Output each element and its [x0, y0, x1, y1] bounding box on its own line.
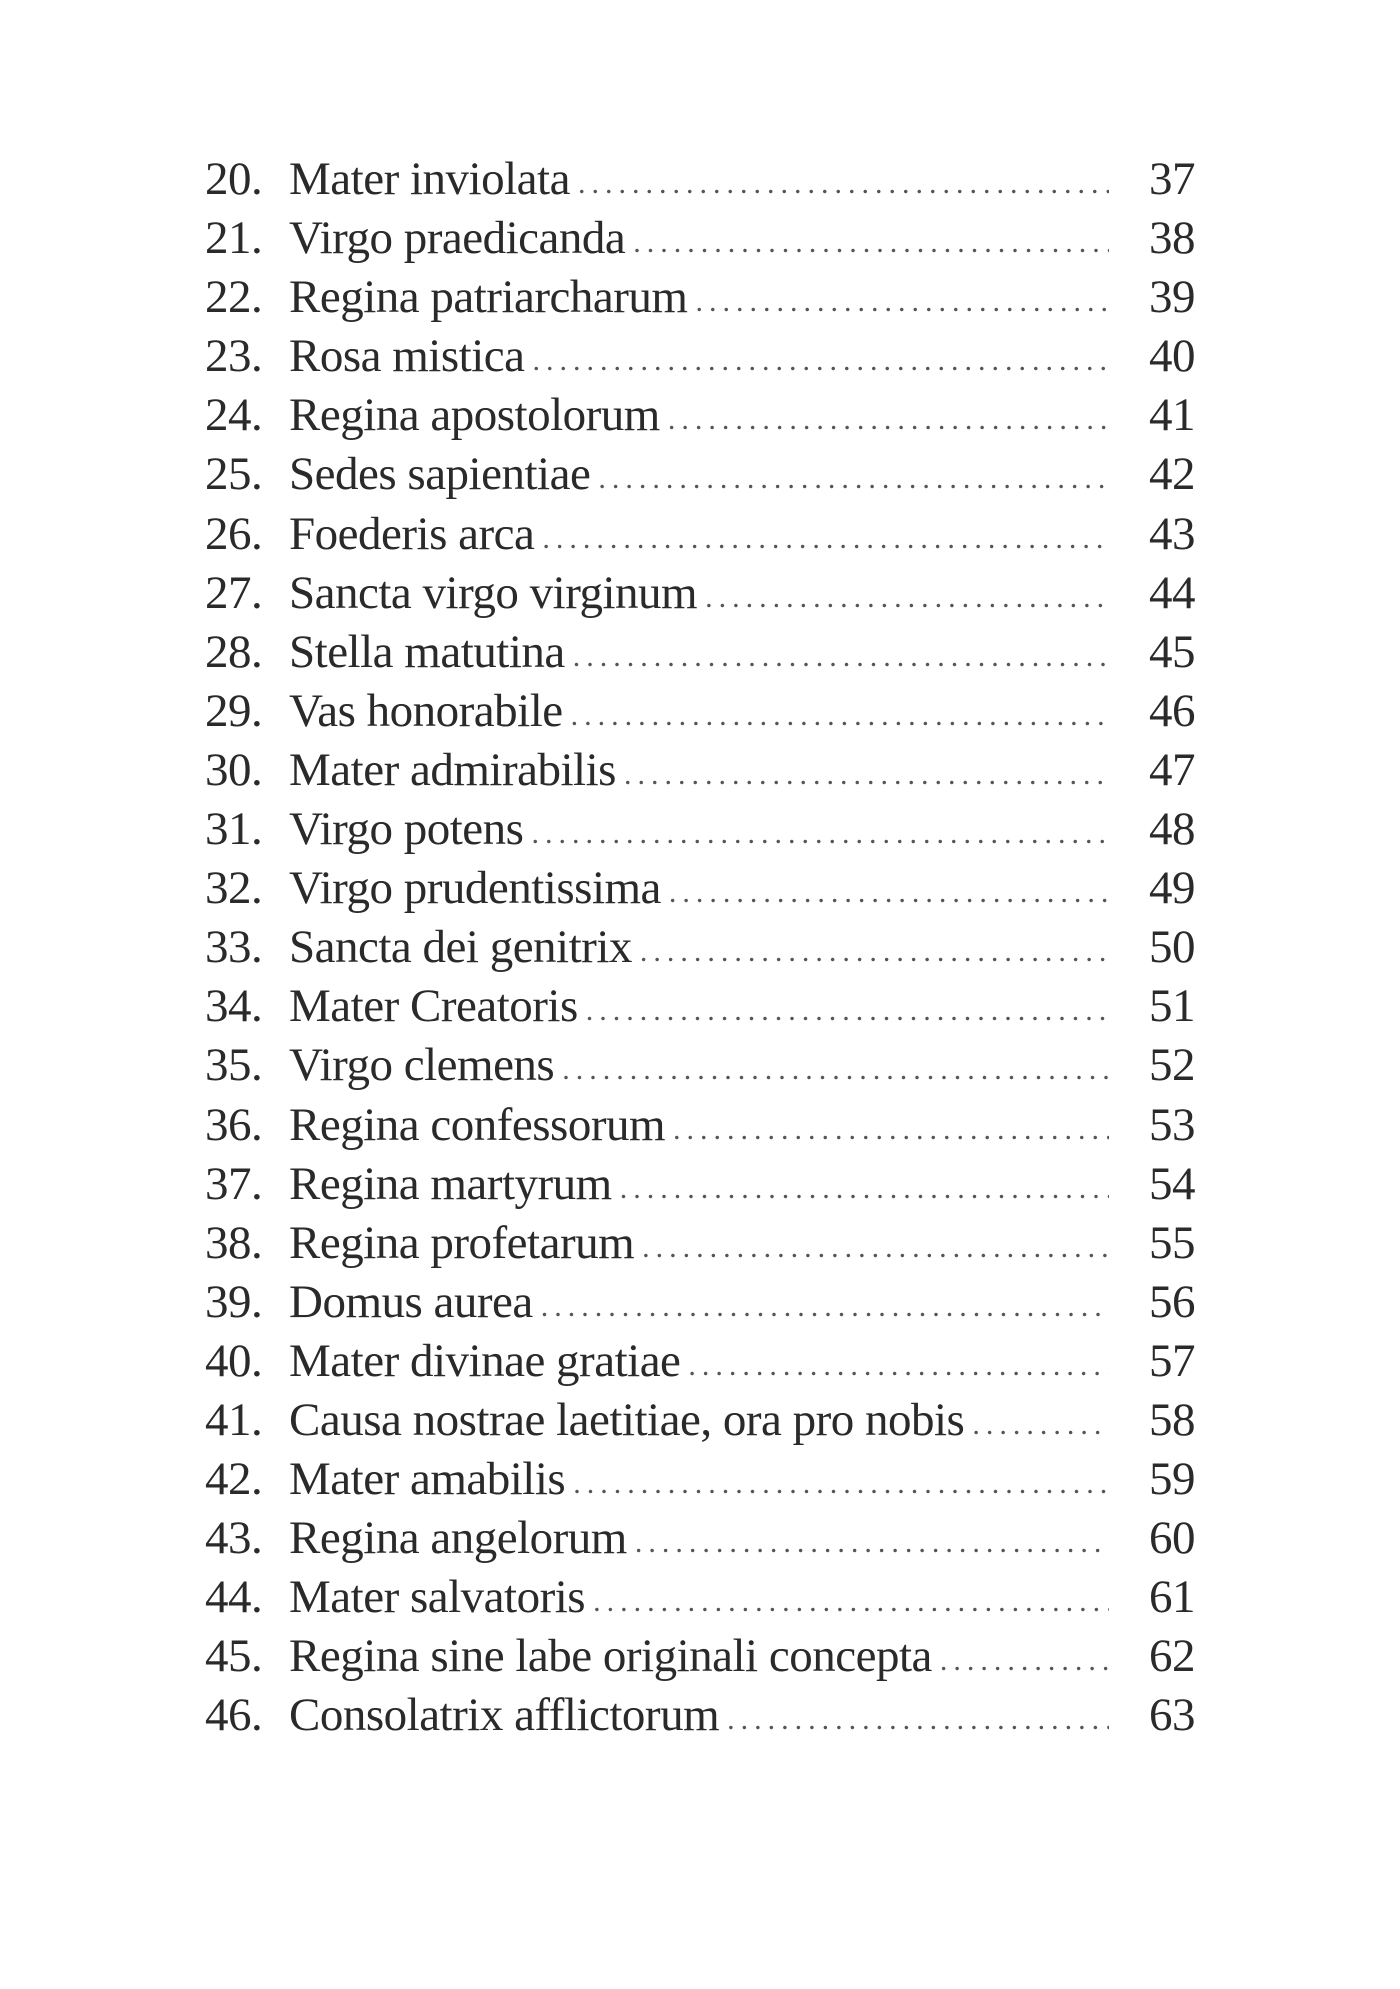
toc-entry-page-number: 49 — [1149, 862, 1195, 915]
toc-entry-title: Regina patriarcharum — [289, 271, 688, 324]
toc-entry-page-number: 63 — [1149, 1689, 1195, 1742]
dot-leader — [620, 1159, 1109, 1218]
toc-entry-number: 21. — [205, 212, 263, 265]
toc-entry-title: Rosa mistica — [289, 330, 525, 383]
toc-entry[interactable] — [205, 1332, 1195, 1391]
toc-entry-title: Mater salvatoris — [289, 1571, 586, 1624]
toc-entry-title: Sedes sapientiae — [289, 448, 591, 501]
toc-entry[interactable] — [205, 1568, 1195, 1627]
toc-entry-number: 37. — [205, 1157, 263, 1210]
toc-entry-number: 26. — [205, 507, 263, 560]
toc-entry-number: 27. — [205, 566, 263, 619]
dot-leader — [586, 981, 1109, 1040]
toc-entry-page-number: 37 — [1149, 153, 1195, 205]
toc-entry-page-number: 41 — [1149, 389, 1195, 442]
toc-entry-number: 38. — [205, 1216, 263, 1269]
toc-entry[interactable] — [205, 505, 1195, 564]
toc-entry-page-number: 52 — [1149, 1039, 1195, 1092]
dot-leader — [633, 213, 1109, 272]
toc-entry-title: Virgo prudentissima — [289, 862, 661, 915]
toc-entry-page-number: 59 — [1149, 1453, 1195, 1506]
dot-leader — [635, 1513, 1109, 1572]
toc-entry-page-number: 42 — [1149, 448, 1195, 501]
toc-entry[interactable] — [205, 1096, 1195, 1155]
toc-entry-title: Mater divinae gratiae — [289, 1334, 681, 1387]
toc-entry-title: Sancta dei genitrix — [289, 921, 632, 974]
toc-entry-page-number: 51 — [1149, 980, 1195, 1033]
toc-entry-page-number: 58 — [1149, 1393, 1195, 1446]
toc-entry-page-number: 54 — [1149, 1157, 1195, 1210]
table-of-contents — [205, 150, 1195, 1746]
toc-entry[interactable] — [205, 1686, 1195, 1745]
toc-entry-number: 36. — [205, 1098, 263, 1151]
toc-entry-page-number: 56 — [1149, 1275, 1195, 1328]
toc-entry-page-number: 45 — [1149, 625, 1195, 678]
toc-entry-page-number: 46 — [1149, 684, 1195, 737]
toc-entry-title: Vas honorabile — [289, 684, 563, 737]
toc-entry-page-number: 62 — [1149, 1630, 1195, 1683]
toc-entry[interactable] — [205, 682, 1195, 741]
toc-entry-title: Mater inviolata — [289, 153, 570, 205]
dot-leader — [533, 331, 1110, 390]
toc-entry[interactable] — [205, 209, 1195, 268]
toc-entry-number: 39. — [205, 1275, 263, 1328]
toc-entry[interactable] — [205, 1391, 1195, 1450]
dot-leader — [573, 627, 1109, 686]
toc-entry[interactable] — [205, 1155, 1195, 1214]
toc-entry-title: Sancta virgo virginum — [289, 566, 698, 619]
toc-entry[interactable] — [205, 741, 1195, 800]
toc-entry-title: Virgo clemens — [289, 1039, 555, 1092]
toc-entry[interactable] — [205, 386, 1195, 445]
toc-entry-page-number: 50 — [1149, 921, 1195, 974]
toc-entry-number: 31. — [205, 803, 263, 856]
toc-entry-title: Mater amabilis — [289, 1453, 566, 1506]
toc-entry-page-number: 53 — [1149, 1098, 1195, 1151]
toc-entry-number: 23. — [205, 330, 263, 383]
dot-leader — [695, 272, 1109, 331]
dot-leader — [624, 745, 1109, 804]
toc-entry-page-number: 38 — [1149, 212, 1195, 265]
toc-entry-page-number: 55 — [1149, 1216, 1195, 1269]
toc-entry-number: 46. — [205, 1689, 263, 1742]
toc-entry-title: Mater admirabilis — [289, 743, 616, 796]
toc-entry[interactable] — [205, 445, 1195, 504]
toc-entry-number: 24. — [205, 389, 263, 442]
toc-entry[interactable] — [205, 1627, 1195, 1686]
dot-leader — [593, 1572, 1109, 1631]
toc-entry-title: Domus aurea — [289, 1275, 533, 1328]
dot-leader — [940, 1631, 1109, 1690]
toc-entry[interactable] — [205, 564, 1195, 623]
toc-entry[interactable] — [205, 1036, 1195, 1095]
toc-entry-number: 45. — [205, 1630, 263, 1683]
dot-leader — [531, 804, 1109, 863]
toc-entry-number: 35. — [205, 1039, 263, 1092]
toc-entry[interactable] — [205, 623, 1195, 682]
toc-entry[interactable] — [205, 977, 1195, 1036]
toc-entry-number: 43. — [205, 1512, 263, 1565]
dot-leader — [578, 154, 1109, 213]
dot-leader — [541, 1277, 1109, 1336]
dot-leader — [705, 568, 1109, 627]
toc-entry-page-number: 40 — [1149, 330, 1195, 383]
toc-entry[interactable] — [205, 800, 1195, 859]
toc-entry-number: 41. — [205, 1393, 263, 1446]
toc-entry-number: 33. — [205, 921, 263, 974]
toc-entry-number: 20. — [205, 153, 263, 205]
toc-entry[interactable] — [205, 859, 1195, 918]
toc-entry-number: 40. — [205, 1334, 263, 1387]
toc-entry[interactable] — [205, 1450, 1195, 1509]
toc-entry-number: 42. — [205, 1453, 263, 1506]
toc-entry-title: Virgo praedicanda — [289, 212, 626, 265]
toc-entry-title: Mater Creatoris — [289, 980, 578, 1033]
toc-entry[interactable] — [205, 268, 1195, 327]
dot-leader — [562, 1040, 1109, 1099]
dot-leader — [669, 863, 1109, 922]
toc-entry-number: 44. — [205, 1571, 263, 1624]
dot-leader — [972, 1395, 1109, 1454]
toc-entry-title: Virgo potens — [289, 803, 524, 856]
toc-entry-page-number: 48 — [1149, 803, 1195, 856]
toc-entry[interactable] — [205, 1273, 1195, 1332]
toc-entry[interactable] — [205, 327, 1195, 386]
dot-leader — [542, 509, 1109, 568]
dot-leader — [640, 922, 1109, 981]
toc-entry-page-number: 43 — [1149, 507, 1195, 560]
toc-entry-title: Stella matutina — [289, 625, 565, 678]
toc-entry-number: 29. — [205, 684, 263, 737]
toc-entry-page-number: 44 — [1149, 566, 1195, 619]
dot-leader — [642, 1218, 1109, 1277]
toc-entry-page-number: 47 — [1149, 743, 1195, 796]
toc-entry-number: 22. — [205, 271, 263, 324]
toc-entry-title: Causa nostrae laetitiae, ora pro nobis — [289, 1393, 965, 1446]
toc-entry[interactable] — [205, 150, 1195, 209]
toc-entry-number: 30. — [205, 743, 263, 796]
dot-leader — [571, 686, 1109, 745]
toc-entry-title: Regina angelorum — [289, 1512, 627, 1565]
toc-entry-number: 32. — [205, 862, 263, 915]
dot-leader — [673, 1100, 1109, 1159]
dot-leader — [668, 390, 1109, 449]
toc-entry-title: Foederis arca — [289, 507, 535, 560]
toc-entry[interactable] — [205, 1509, 1195, 1568]
toc-entry-title: Consolatrix afflictorum — [289, 1689, 720, 1742]
toc-entry-title: Regina apostolorum — [289, 389, 660, 442]
toc-entry-title: Regina martyrum — [289, 1157, 612, 1210]
toc-entry[interactable] — [205, 918, 1195, 977]
toc-entry-title: Regina confessorum — [289, 1098, 666, 1151]
toc-entry-page-number: 39 — [1149, 271, 1195, 324]
toc-entry-page-number: 61 — [1149, 1571, 1195, 1624]
toc-entry-number: 25. — [205, 448, 263, 501]
dot-leader — [573, 1454, 1109, 1513]
toc-entry[interactable] — [205, 1214, 1195, 1273]
toc-entry-title: Regina profetarum — [289, 1216, 635, 1269]
dot-leader — [688, 1336, 1109, 1395]
dot-leader — [598, 449, 1109, 508]
toc-entry-page-number: 57 — [1149, 1334, 1195, 1387]
toc-entry-title: Regina sine labe originali concepta — [289, 1630, 932, 1683]
dot-leader — [727, 1690, 1109, 1749]
toc-entry-number: 34. — [205, 980, 263, 1033]
toc-entry-page-number: 60 — [1149, 1512, 1195, 1565]
toc-entry-number: 28. — [205, 625, 263, 678]
